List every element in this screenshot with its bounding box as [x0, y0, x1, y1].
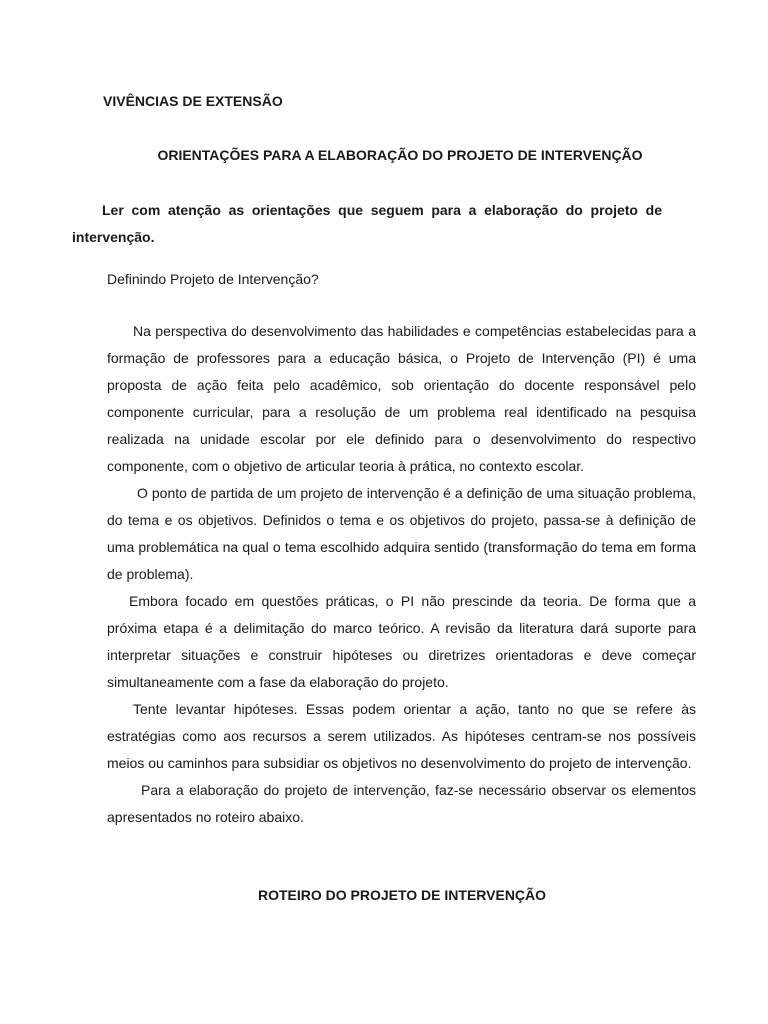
paragraph: Tente levantar hipóteses. Essas podem orientar a ação, tanto no que se refere às estratégias como aos recursos a serem utilizados. As hipóteses centram-se nos possíveis meios ou caminhos para subsidiar os objetivos no desenvolvimento do projeto de intervenção.: [107, 701, 696, 771]
paragraph: O ponto de partida de um projeto de intervenção é a definição de uma situação problema, do tema e os objetivos. Definidos o tema e os objetivos do projeto, passa-se à definição de uma problemática na qual o tema escolhido adquira sentido (transformação do tema em forma de problema).: [107, 485, 696, 582]
paragraph: Embora focado em questões práticas, o PI não prescinde da teoria. De forma que a próxima etapa é a delimitação do marco teórico. A revisão da literatura dará suporte para interpretar situações e construir hipóteses ou diretrizes orientadoras e deve começar simultaneamente com a fase da elaboração do projeto.: [107, 593, 696, 690]
paragraph: Na perspectiva do desenvolvimento das habilidades e competências estabelecidas para a formação de professores para a educação básica, o Projeto de Intervenção (PI) é uma proposta de ação feita pelo acadêmico, sob orientação do docente responsável pelo componente curricular, para a resolução de um problema real identificado na pesquisa realizada na unidade escolar por ele definido para o desenvolvimento do respectivo componente, com o objetivo de articular teoria à prática, no contexto escolar.: [107, 323, 696, 474]
roteiro-title: ROTEIRO DO PROJETO DE INTERVENÇÃO: [257, 887, 547, 903]
paragraph: Para a elaboração do projeto de intervenção, faz-se necessário observar os elementos apresentados no roteiro abaixo.: [107, 782, 696, 825]
main-title: ORIENTAÇÕES PARA A ELABORAÇÃO DO PROJETO DE INTERVENÇÃO: [157, 147, 643, 163]
section-title: VIVÊNCIAS DE EXTENSÃO: [103, 93, 283, 109]
subheading: Definindo Projeto de Intervenção?: [107, 271, 319, 287]
body-text: [107, 318, 696, 831]
instruction-text: Ler com atenção as orientações que seguem para a elaboração do projeto de intervenção.: [72, 202, 662, 245]
